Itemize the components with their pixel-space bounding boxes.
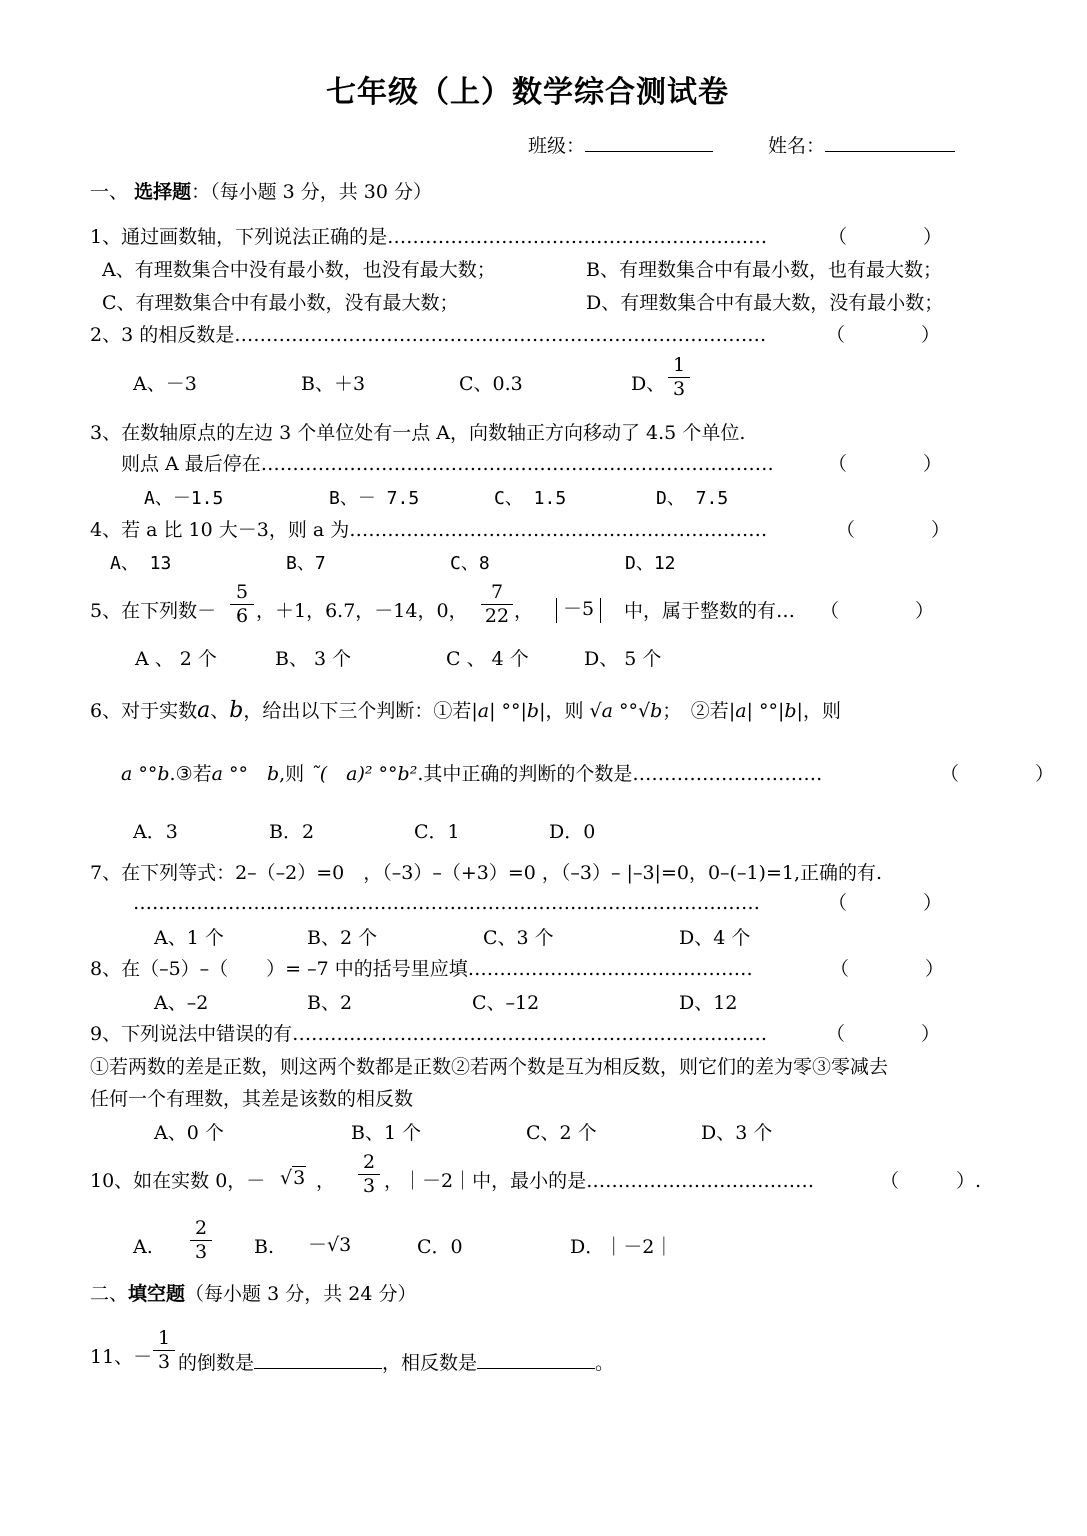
q5-abs-text: －5 [563,598,595,620]
q1-stem: 1、通过画数轴，下列说法正确的是…………………………………………………… [90,226,768,248]
q4-stem: 4、若 a 比 10 大－3，则 a 为………………………………………………………… [90,519,768,541]
q6-line2 [121,765,822,784]
q7-paren: （ ） [828,892,943,914]
q5-stem-c: ， [514,600,534,622]
q3-option-d: D、 7.5 [656,488,729,509]
q4-paren: （ ） [836,519,951,541]
q6-l1-e: √a °°√b [589,700,663,722]
q7-option-d: D、4 个 [679,927,751,949]
q4-option-d: D、12 [625,553,676,574]
q3-stem-line2: 则点 A 最后停在……………………………………………………………………… [121,453,774,475]
q10-option-b: B. [254,1236,275,1258]
page-title: 七年级（上）数学综合测试卷 [326,75,729,110]
q8-option-b: B、2 [307,992,353,1014]
q11-b: 的倒数是 [178,1352,255,1374]
class-blank [585,131,713,152]
q11-reciprocal-blank [254,1348,382,1369]
class-label [528,131,713,156]
q6-l1-a: 6、对于实数 [90,700,198,722]
q6-l2-b: .③若 [169,763,212,785]
q6-option-d: D．0 [549,821,596,843]
q3-option-c: C、 1.5 [494,488,567,509]
q3-stem-line1: 3、在数轴原点的左边 3 个单位处有一点 A，向数轴正方向移动了 4.5 个单位. [90,422,746,444]
section2-heading [90,1285,416,1304]
q10-paren: （ ）. [880,1170,982,1192]
q4-option-a: A、 13 [110,553,172,574]
q5-stem-b: ，＋1，6.7，－14，0， [256,600,468,622]
section1-heading [90,183,432,202]
q9-option-c: C、2 个 [526,1122,597,1144]
q11-fraction [153,1329,175,1372]
section2-num: 二、 [90,1283,129,1305]
q5-stem-a: 5、在下列数－ [90,600,217,622]
q6-var-a: a [197,698,211,723]
q4-option-c: C、8 [450,553,490,574]
q10-sqrt-radicand: 3 [293,1167,306,1189]
q2-d-num: 1 [672,354,686,376]
q11-c: ，相反数是 [382,1352,478,1374]
q9-option-a: A、0 个 [154,1122,224,1144]
q9-stem: 9、下列说法中错误的有………………………………………………………………… [90,1023,768,1045]
section2-name: 填空题 [128,1283,186,1305]
q3-paren: （ ） [828,453,943,475]
q6-l1-f: ； ②若 [662,700,729,722]
q9-option-b: B、1 个 [351,1122,422,1144]
q1-option-b: B、有理数集合中有最小数，也有最大数； [586,259,942,281]
section1-note: ：（每小题 3 分，共 30 分） [191,181,433,203]
section1-name: 选择题 [134,181,192,203]
q8-option-a: A、–2 [154,992,209,1014]
q11-den: 3 [157,1351,171,1373]
q10-stem-c: ，｜－2｜中，最小的是……………………………… [384,1170,815,1192]
q1-option-d: D、有理数集合中有最大数，没有最小数； [586,292,944,314]
q10-sqrt-sign: √ [280,1167,293,1189]
q2-option-d: D、 [631,373,666,395]
q6-paren: （ ） [940,763,1055,785]
q7-stem: 7、在下列等式：2–（–2）=0 ，（–3）–（+3）=0 ，（–3）– |–3|=0，0–(–1)=1,正确的有. [90,862,883,884]
q10-a-num: 2 [194,1217,208,1239]
q5-paren: （ ） [820,600,935,622]
q6-var-b: b [229,698,244,723]
q5-option-d: D、 5 个 [584,648,662,670]
q6-sep: 、 [210,700,230,722]
q6-option-b: B．2 [269,821,315,843]
q10-option-c: C．0 [417,1236,463,1258]
q10-sqrt [280,1169,306,1188]
q2-d-fraction [668,356,690,399]
q2-option-c: C、0.3 [459,373,523,395]
section1-num: 一、 [90,181,129,203]
q7-option-b: B、2 个 [307,927,378,949]
q6-l1-g: |a| °°|b| [728,700,803,722]
q10-option-a-fraction [190,1219,212,1262]
q5-abs-value [556,598,601,623]
q7-dots: ……………………………………………………………………………………… [133,892,760,914]
q2-paren: （ ） [826,324,941,346]
q6-l1-d: ，则 [545,700,584,722]
q10-fraction [358,1153,380,1196]
q11-a: 11、－ [90,1346,153,1368]
name-blank [825,131,955,152]
q5-option-c: C 、 4 个 [446,648,529,670]
q6-l1-b: ，给出以下三个判断：①若 [243,700,472,722]
q5-option-a: A 、 2 个 [135,648,217,670]
q11-opposite-blank [477,1348,595,1369]
q6-l2-f: .其中正确的判断的个数是………………………… [417,763,823,785]
q10-f-den: 3 [362,1175,376,1197]
q8-paren: （ ） [830,958,945,980]
q8-option-c: C、–12 [472,992,540,1014]
class-label-text: 班级： [528,135,586,157]
q6-l2-e: ˜( a)² °°b² [310,763,418,785]
q3-option-a: A、－1.5 [144,488,224,509]
q6-l1-h: ，则 [802,700,841,722]
q2-option-a: A、－3 [133,373,197,395]
q10-stem-b: ， [316,1170,336,1192]
q2-option-b: B、＋3 [301,373,366,395]
q9-line2: ①若两数的差是正数，则这两个数都是正数②若两个数是互为相反数，则它们的差为零③零减去 [90,1056,889,1078]
section2-note: （每小题 3 分，共 24 分） [185,1283,417,1305]
name-label-text: 姓名： [768,135,826,157]
q6-line1 [90,700,841,722]
q11-line [178,1348,614,1373]
q10-f-num: 2 [362,1151,376,1173]
q1-paren: （ ） [828,226,943,248]
q10-option-b-value: －√3 [308,1234,352,1256]
q3-option-b: B、－ 7.5 [329,488,420,509]
q10-stem-a: 10、如在实数 0，－ [90,1170,266,1192]
q6-l2-d: ,则 [279,763,305,785]
q9-paren: （ ） [826,1023,941,1045]
q1-option-c: C、有理数集合中有最小数，没有最大数； [102,292,459,314]
q6-option-c: C．1 [414,821,460,843]
q5-option-b: B、 3 个 [275,648,352,670]
q6-l1-c: |a| °°|b| [471,700,546,722]
name-label [768,131,955,156]
q1-option-a: A、有理数集合中没有最小数，也没有最大数； [102,259,496,281]
q5-stem-d: 中，属于整数的有… [624,600,796,622]
q4-option-b: B、7 [286,553,326,574]
q9-line3: 任何一个有理数，其差是该数的相反数 [90,1088,414,1110]
q11-num: 1 [157,1327,171,1349]
q5-f1-num: 5 [235,581,249,603]
q2-d-den: 3 [672,378,686,400]
q6-l2-a: a °°b [121,763,170,785]
q8-option-d: D、12 [679,992,738,1014]
q5-fraction-2 [481,583,513,626]
q5-fraction-1 [230,583,254,626]
q10-a-den: 3 [194,1241,208,1263]
q5-f1-den: 6 [235,605,249,627]
q7-option-a: A、1 个 [154,927,224,949]
q6-l2-c: a °° b [211,763,280,785]
q6-option-a: A．3 [133,821,178,843]
q8-stem: 8、在（–5）–（ ）= –7 中的括号里应填……………………………………… [90,958,753,980]
q11-d: 。 [595,1352,615,1374]
q5-f2-den: 22 [484,605,510,627]
q7-option-c: C、3 个 [483,927,554,949]
q10-option-a: A. [133,1236,153,1258]
q5-f2-num: 7 [490,581,504,603]
q10-option-d: D．｜－2｜ [570,1236,674,1258]
q2-stem: 2、3 的相反数是………………………………………………………………………… [90,324,767,346]
q9-option-d: D、3 个 [701,1122,773,1144]
